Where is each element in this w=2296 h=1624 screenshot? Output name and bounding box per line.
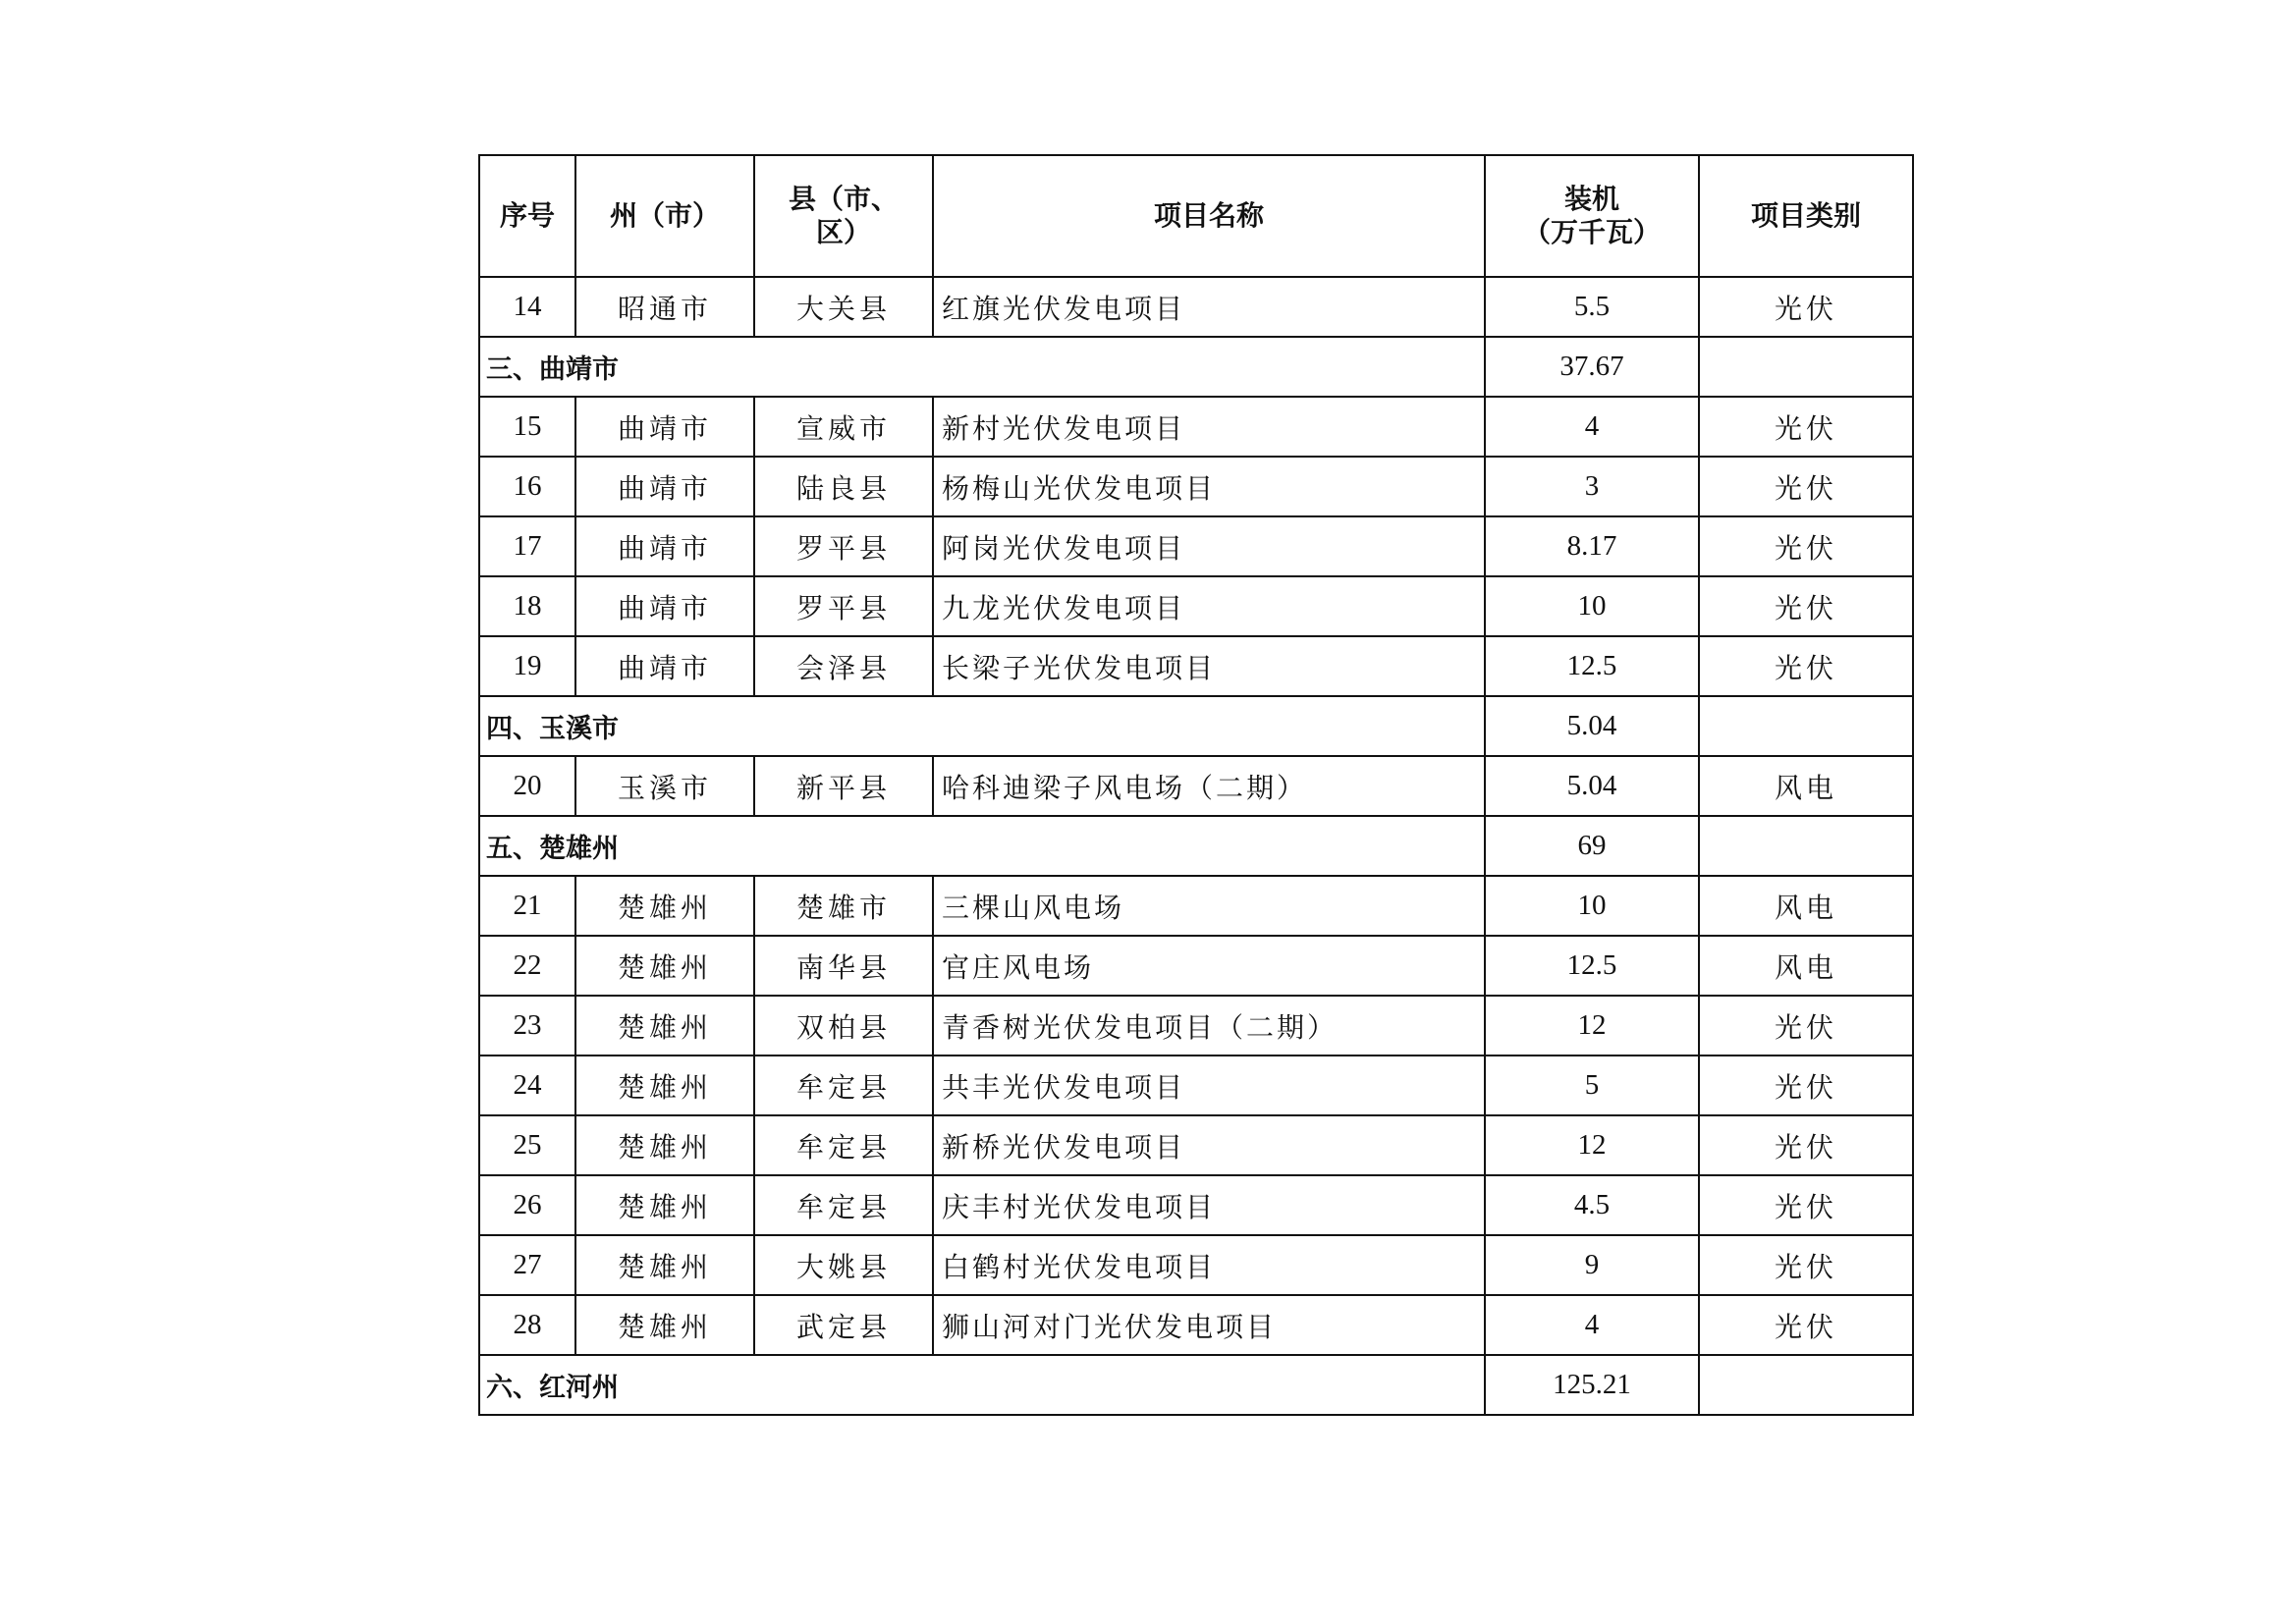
row-project-name: 白鹤村光伏发电项目 <box>933 1235 1485 1295</box>
row-project-name: 狮山河对门光伏发电项目 <box>933 1295 1485 1355</box>
row-prefecture: 曲靖市 <box>575 636 754 696</box>
row-index: 26 <box>479 1175 575 1235</box>
row-category: 光伏 <box>1699 636 1913 696</box>
row-prefecture: 楚雄州 <box>575 876 754 936</box>
row-project-name: 长梁子光伏发电项目 <box>933 636 1485 696</box>
row-index: 16 <box>479 457 575 516</box>
row-capacity: 10 <box>1485 576 1699 636</box>
header-index: 序号 <box>479 155 575 277</box>
row-capacity: 12 <box>1485 1115 1699 1175</box>
table-row <box>479 457 1913 516</box>
group-category-empty <box>1699 337 1913 397</box>
row-project-name: 哈科迪梁子风电场（二期） <box>933 756 1485 816</box>
row-capacity: 12.5 <box>1485 936 1699 996</box>
table-row <box>479 756 1913 816</box>
row-index: 19 <box>479 636 575 696</box>
row-category: 光伏 <box>1699 1175 1913 1235</box>
row-index: 22 <box>479 936 575 996</box>
row-category: 风电 <box>1699 876 1913 936</box>
group-total-capacity: 69 <box>1485 816 1699 876</box>
row-project-name: 三棵山风电场 <box>933 876 1485 936</box>
table-row <box>479 936 1913 996</box>
header-category: 项目类别 <box>1699 155 1913 277</box>
row-project-name: 阿岗光伏发电项目 <box>933 516 1485 576</box>
row-county: 大姚县 <box>754 1235 933 1295</box>
row-capacity: 3 <box>1485 457 1699 516</box>
row-category: 光伏 <box>1699 397 1913 457</box>
table-row <box>479 1235 1913 1295</box>
table-row <box>479 576 1913 636</box>
row-category: 光伏 <box>1699 996 1913 1056</box>
table-row <box>479 1175 1913 1235</box>
group-title: 五、楚雄州 <box>479 816 1485 876</box>
row-county: 新平县 <box>754 756 933 816</box>
row-project-name: 杨梅山光伏发电项目 <box>933 457 1485 516</box>
table-row <box>479 1056 1913 1115</box>
row-prefecture: 楚雄州 <box>575 1115 754 1175</box>
row-index: 14 <box>479 277 575 337</box>
row-county: 宣威市 <box>754 397 933 457</box>
group-total-capacity: 5.04 <box>1485 696 1699 756</box>
row-capacity: 5 <box>1485 1056 1699 1115</box>
row-category: 光伏 <box>1699 1295 1913 1355</box>
row-index: 25 <box>479 1115 575 1175</box>
header-prefecture: 州（市） <box>575 155 754 277</box>
row-prefecture: 玉溪市 <box>575 756 754 816</box>
row-category: 风电 <box>1699 936 1913 996</box>
row-county: 楚雄市 <box>754 876 933 936</box>
row-project-name: 红旗光伏发电项目 <box>933 277 1485 337</box>
table-body <box>479 277 1913 1415</box>
row-county: 罗平县 <box>754 516 933 576</box>
row-county: 牟定县 <box>754 1175 933 1235</box>
row-county: 南华县 <box>754 936 933 996</box>
row-capacity: 5.5 <box>1485 277 1699 337</box>
row-county: 牟定县 <box>754 1056 933 1115</box>
row-project-name: 青香树光伏发电项目（二期） <box>933 996 1485 1056</box>
row-index: 24 <box>479 1056 575 1115</box>
group-total-capacity: 37.67 <box>1485 337 1699 397</box>
table-row <box>479 876 1913 936</box>
header-capacity-line2: （万千瓦） <box>1522 216 1661 248</box>
row-project-name: 新村光伏发电项目 <box>933 397 1485 457</box>
group-total-capacity: 125.21 <box>1485 1355 1699 1415</box>
table-row <box>479 1295 1913 1355</box>
row-capacity: 5.04 <box>1485 756 1699 816</box>
header-county-line1: 县（市、 <box>788 183 899 215</box>
row-category: 光伏 <box>1699 576 1913 636</box>
row-index: 20 <box>479 756 575 816</box>
table-row <box>479 277 1913 337</box>
row-project-name: 共丰光伏发电项目 <box>933 1056 1485 1115</box>
row-prefecture: 楚雄州 <box>575 936 754 996</box>
row-category: 光伏 <box>1699 1115 1913 1175</box>
table-row <box>479 397 1913 457</box>
row-index: 15 <box>479 397 575 457</box>
row-index: 17 <box>479 516 575 576</box>
row-capacity: 8.17 <box>1485 516 1699 576</box>
row-category: 光伏 <box>1699 516 1913 576</box>
row-prefecture: 曲靖市 <box>575 516 754 576</box>
group-title: 六、红河州 <box>479 1355 1485 1415</box>
row-county: 陆良县 <box>754 457 933 516</box>
row-category: 光伏 <box>1699 277 1913 337</box>
group-row <box>479 337 1913 397</box>
row-capacity: 4 <box>1485 397 1699 457</box>
row-county: 牟定县 <box>754 1115 933 1175</box>
row-capacity: 4.5 <box>1485 1175 1699 1235</box>
row-prefecture: 楚雄州 <box>575 1056 754 1115</box>
project-table <box>478 154 1914 1416</box>
header-county-line2: 区） <box>815 216 871 248</box>
header-capacity <box>1485 155 1699 277</box>
row-capacity: 12 <box>1485 996 1699 1056</box>
row-capacity: 9 <box>1485 1235 1699 1295</box>
row-index: 27 <box>479 1235 575 1295</box>
row-county: 会泽县 <box>754 636 933 696</box>
row-prefecture: 曲靖市 <box>575 576 754 636</box>
header-county <box>754 155 933 277</box>
row-index: 18 <box>479 576 575 636</box>
group-row <box>479 816 1913 876</box>
group-row <box>479 696 1913 756</box>
group-category-empty <box>1699 696 1913 756</box>
row-county: 武定县 <box>754 1295 933 1355</box>
row-county: 双柏县 <box>754 996 933 1056</box>
row-category: 风电 <box>1699 756 1913 816</box>
row-index: 23 <box>479 996 575 1056</box>
row-index: 21 <box>479 876 575 936</box>
row-prefecture: 曲靖市 <box>575 397 754 457</box>
row-prefecture: 昭通市 <box>575 277 754 337</box>
row-prefecture: 楚雄州 <box>575 1175 754 1235</box>
row-project-name: 庆丰村光伏发电项目 <box>933 1175 1485 1235</box>
row-capacity: 4 <box>1485 1295 1699 1355</box>
row-project-name: 官庄风电场 <box>933 936 1485 996</box>
row-prefecture: 楚雄州 <box>575 1235 754 1295</box>
table-header <box>479 155 1913 277</box>
group-title: 三、曲靖市 <box>479 337 1485 397</box>
row-project-name: 九龙光伏发电项目 <box>933 576 1485 636</box>
row-index: 28 <box>479 1295 575 1355</box>
group-row <box>479 1355 1913 1415</box>
row-category: 光伏 <box>1699 1235 1913 1295</box>
row-capacity: 10 <box>1485 876 1699 936</box>
row-project-name: 新桥光伏发电项目 <box>933 1115 1485 1175</box>
table-row <box>479 1115 1913 1175</box>
row-prefecture: 楚雄州 <box>575 1295 754 1355</box>
table-row <box>479 636 1913 696</box>
header-row <box>479 155 1913 277</box>
row-prefecture: 曲靖市 <box>575 457 754 516</box>
row-prefecture: 楚雄州 <box>575 996 754 1056</box>
table-row <box>479 516 1913 576</box>
row-capacity: 12.5 <box>1485 636 1699 696</box>
row-category: 光伏 <box>1699 457 1913 516</box>
row-county: 大关县 <box>754 277 933 337</box>
row-category: 光伏 <box>1699 1056 1913 1115</box>
group-category-empty <box>1699 816 1913 876</box>
header-capacity-line1: 装机 <box>1563 183 1619 215</box>
header-project-name: 项目名称 <box>933 155 1485 277</box>
group-title: 四、玉溪市 <box>479 696 1485 756</box>
row-county: 罗平县 <box>754 576 933 636</box>
table-row <box>479 996 1913 1056</box>
group-category-empty <box>1699 1355 1913 1415</box>
